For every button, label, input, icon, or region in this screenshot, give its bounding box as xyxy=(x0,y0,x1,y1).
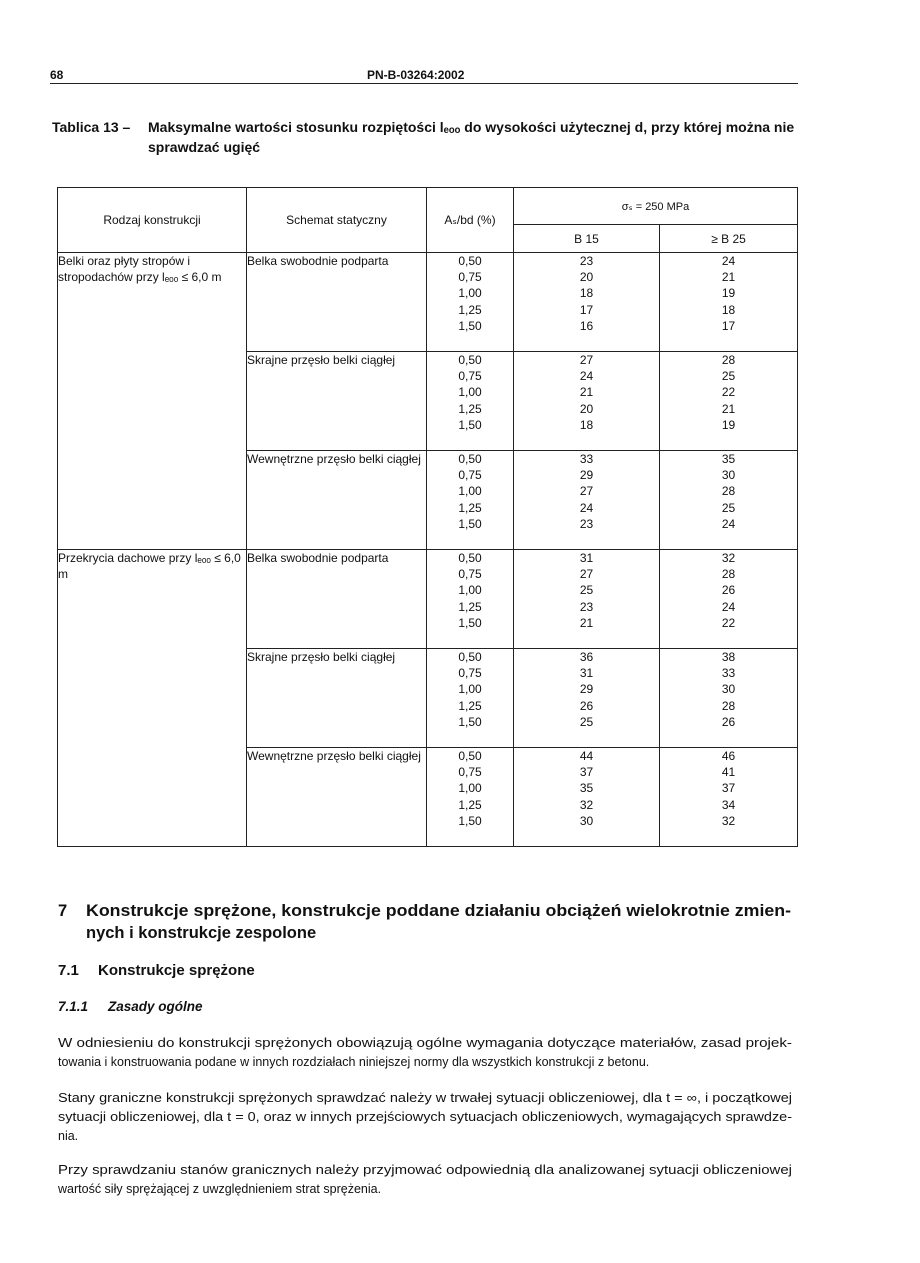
construction-type-cell: Przekrycia dachowe przy lₑₒₒ ≤ 6,0 m xyxy=(58,550,247,847)
ratio-cell-value: 0,50 xyxy=(458,254,482,268)
b25-cell-value: 46 xyxy=(721,749,736,763)
b25-cell-value: 38 xyxy=(721,650,736,664)
subsection-title: Konstrukcje sprężone xyxy=(98,962,255,979)
b15-cell-value: 33 xyxy=(579,452,594,466)
scheme-cell: Skrajne przęsło belki ciągłej xyxy=(247,352,427,451)
b25-cell-value: 22 xyxy=(721,615,736,630)
b25-cell-value: 25 xyxy=(721,500,736,515)
b15-cell-value: 20 xyxy=(579,401,594,416)
b25-cell-value: 37 xyxy=(721,781,736,796)
b15-cell-value: 32 xyxy=(579,797,594,812)
ratio-cell-value: 1,25 xyxy=(458,797,482,812)
b15-cell-value: 24 xyxy=(579,369,594,384)
scheme-cell: Skrajne przęsło belki ciągłej xyxy=(247,649,427,748)
b15-cell-value: 27 xyxy=(579,353,594,367)
header-b15: B 15 xyxy=(514,225,660,253)
header-type: Rodzaj konstrukcji xyxy=(58,188,247,253)
b25-cell-value: 21 xyxy=(721,401,736,416)
b25-cell-value: 28 xyxy=(721,698,736,713)
b15-cell-value: 18 xyxy=(579,286,594,301)
subsubsection-number: 7.1.1 xyxy=(58,999,89,1014)
b25-cell-value: 35 xyxy=(721,452,736,466)
b15-cell-value: 31 xyxy=(579,666,594,681)
ratio-cell-value: 0,75 xyxy=(458,270,482,285)
b15-cell-value: 21 xyxy=(579,615,594,630)
b15-cell-value: 26 xyxy=(579,698,594,713)
header-ratio: Aₛ/bd (%) xyxy=(427,188,514,253)
section-number: 7 xyxy=(58,902,68,920)
ratio-cell-value: 0,50 xyxy=(458,353,482,367)
b15-cell-value: 20 xyxy=(579,270,594,285)
b25-cell-value: 32 xyxy=(721,551,736,565)
ratio-cell-value: 1,00 xyxy=(458,682,482,697)
para3-line2: wartość siły sprężającej z uwzględnieniem strat sprężenia. xyxy=(58,1182,382,1196)
ratio-cell-value: 0,75 xyxy=(458,765,482,780)
b25-cell-value: 26 xyxy=(721,714,736,729)
b25-cell-value: 24 xyxy=(721,599,736,614)
b15-cell-value: 21 xyxy=(579,385,594,400)
b25-cell-value: 28 xyxy=(721,353,736,367)
b25-cell-value: 18 xyxy=(721,302,736,317)
table-caption-text: Maksymalne wartości stosunku rozpiętości lₑₒₒ do wysokości użytecznej d, przy której można nie sprawdzać ugięć xyxy=(148,119,795,155)
b15-cell-value: 25 xyxy=(579,714,594,729)
b15-cell-value: 17 xyxy=(579,302,594,317)
b25-cell-value: 28 xyxy=(721,484,736,499)
b15-cell-value: 25 xyxy=(579,583,594,598)
b15-cell-value: 24 xyxy=(579,500,594,515)
b15-cell-value: 23 xyxy=(579,599,594,614)
b25-cell-value: 26 xyxy=(721,583,736,598)
scheme-cell: Wewnętrzne przęsło belki ciągłej xyxy=(247,451,427,550)
ratio-cell-value: 0,50 xyxy=(458,749,482,763)
b25-cell-value: 19 xyxy=(721,286,736,301)
ratio-cell-value: 1,00 xyxy=(458,781,482,796)
ratio-cell-value: 1,50 xyxy=(458,714,482,729)
ratio-cell-value: 1,00 xyxy=(458,385,482,400)
b15-cell-value: 36 xyxy=(579,650,594,664)
b25-cell-value: 19 xyxy=(721,417,736,432)
b25-cell-value: 30 xyxy=(721,468,736,483)
b15-cell-value: 16 xyxy=(579,318,594,333)
ratio-cell-value: 0,75 xyxy=(458,567,482,582)
construction-type-cell: Belki oraz płyty stropów i stropodachów przy lₑₒₒ ≤ 6,0 m xyxy=(58,253,247,550)
section-title-line-2: nych i konstrukcje zespolone xyxy=(86,924,317,942)
b25-cell-value: 25 xyxy=(721,369,736,384)
b25-cell-value: 32 xyxy=(721,813,736,828)
ratio-cell-value: 1,00 xyxy=(458,286,482,301)
b15-cell-value: 29 xyxy=(579,682,594,697)
b15-cell-value: 30 xyxy=(579,813,594,828)
standard-id: PN-B-03264:2002 xyxy=(367,68,465,82)
subsubsection-title: Zasady ogólne xyxy=(108,999,203,1014)
header-scheme: Schemat statyczny xyxy=(247,188,427,253)
ratio-cell-value: 1,25 xyxy=(458,698,482,713)
ratio-cell-value: 0,50 xyxy=(458,551,482,565)
b15-cell-value: 27 xyxy=(579,484,594,499)
ratio-cell-value: 0,75 xyxy=(458,369,482,384)
b25-cell-value: 34 xyxy=(721,797,736,812)
ratio-cell-value: 0,75 xyxy=(458,666,482,681)
ratio-cell-value: 1,00 xyxy=(458,484,482,499)
para2-line3: nia. xyxy=(58,1129,79,1143)
page-number: 68 xyxy=(50,68,64,82)
para2-line1: Stany graniczne konstrukcji sprężonych sprawdzać należy w trwałej sytuacji obliczeniowej, dla t = ∞, i początkowej xyxy=(58,1091,792,1105)
ratio-cell-value: 0,50 xyxy=(458,452,482,466)
b15-cell-value: 29 xyxy=(579,468,594,483)
header-sigma: σₛ = 250 MPa xyxy=(514,188,798,225)
b15-cell-value: 18 xyxy=(579,417,594,432)
b25-cell-value: 17 xyxy=(721,318,736,333)
table-caption-label: Tablica 13 – xyxy=(52,119,131,135)
ratio-cell-value: 0,75 xyxy=(458,468,482,483)
ratio-cell-value: 1,50 xyxy=(458,318,482,333)
b15-cell-value: 31 xyxy=(579,551,594,565)
ratio-cell-value: 1,25 xyxy=(458,599,482,614)
b15-cell-value: 27 xyxy=(579,567,594,582)
b25-cell-value: 33 xyxy=(721,666,736,681)
b25-cell-value: 41 xyxy=(721,765,736,780)
ratio-cell-value: 1,50 xyxy=(458,516,482,531)
b25-cell-value: 24 xyxy=(721,516,736,531)
b25-cell-value: 22 xyxy=(721,385,736,400)
b25-cell-value: 24 xyxy=(721,254,736,268)
ratio-cell-value: 1,25 xyxy=(458,500,482,515)
ratio-cell-value: 1,50 xyxy=(458,813,482,828)
ratio-cell-value: 1,00 xyxy=(458,583,482,598)
section-title-line-1: Konstrukcje sprężone, konstrukcje poddane działaniu obciążeń wielokrotnie zmien- xyxy=(86,902,792,920)
scheme-cell: Belka swobodnie podparta xyxy=(247,253,427,352)
b25-cell-value: 28 xyxy=(721,567,736,582)
b15-cell-value: 23 xyxy=(579,254,594,268)
ratio-cell-value: 0,50 xyxy=(458,650,482,664)
para1-line2: towania i konstruowania podane w innych rozdziałach niniejszej normy dla wszystkich konstrukcji z betonu. xyxy=(58,1055,650,1069)
b25-cell-value: 30 xyxy=(721,682,736,697)
ratio-cell-value: 1,50 xyxy=(458,615,482,630)
para2-line2: sytuacji obliczeniowej, dla t = 0, oraz w innych przejściowych sytuacjach obliczeniowych, wymagających sprawdze- xyxy=(58,1110,792,1124)
scheme-cell: Belka swobodnie podparta xyxy=(247,550,427,649)
b15-cell-value: 37 xyxy=(579,765,594,780)
b15-cell-value: 35 xyxy=(579,781,594,796)
header-b25: ≥ B 25 xyxy=(660,225,798,253)
ratio-cell-value: 1,25 xyxy=(458,302,482,317)
b15-cell-value: 44 xyxy=(579,749,594,763)
b25-cell-value: 21 xyxy=(721,270,736,285)
para1-line1: W odniesieniu do konstrukcji sprężonych obowiązują ogólne wymagania dotyczące materiałów, zasad projek- xyxy=(58,1036,792,1050)
para3-line1: Przy sprawdzaniu stanów granicznych należy przyjmować odpowiednią dla analizowanej sytuacji obliczeniowej xyxy=(58,1163,792,1177)
b15-cell-value: 23 xyxy=(579,516,594,531)
ratio-cell-value: 1,25 xyxy=(458,401,482,416)
subsection-number: 7.1 xyxy=(58,962,79,979)
ratio-cell-value: 1,50 xyxy=(458,417,482,432)
scheme-cell: Wewnętrzne przęsło belki ciągłej xyxy=(247,748,427,847)
